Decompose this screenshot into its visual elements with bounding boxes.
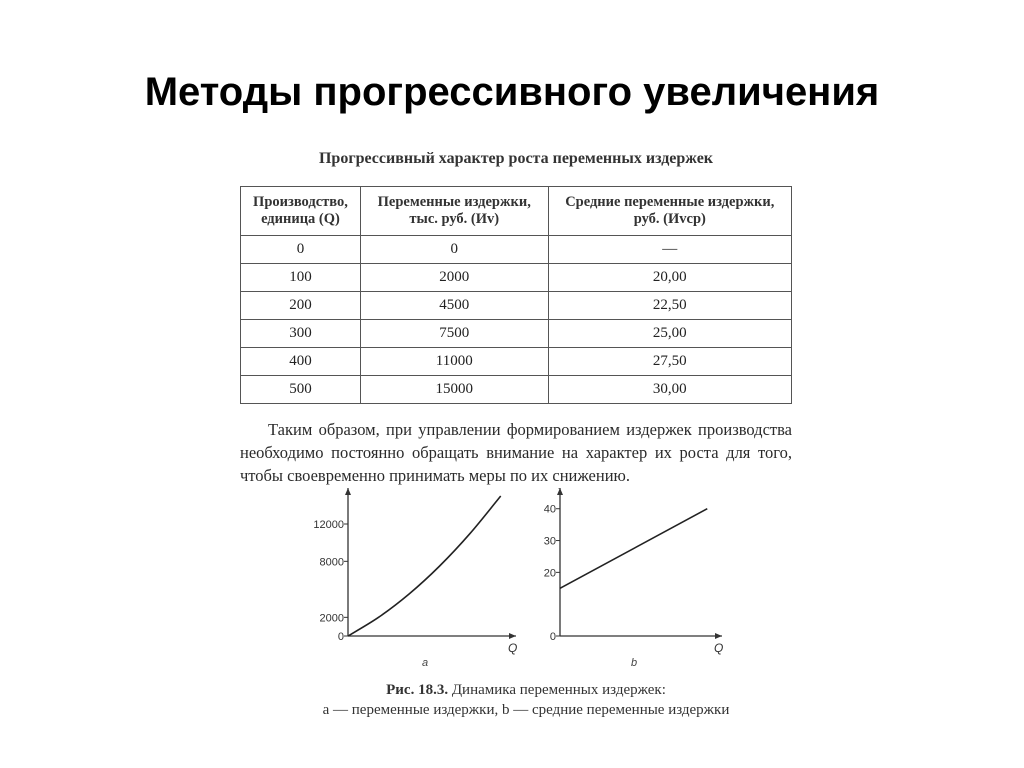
cell-ivsr: — (548, 236, 791, 264)
y-tick-label: 30 (543, 535, 556, 548)
y-axis-arrow (345, 488, 351, 495)
cell-iv: 11000 (360, 348, 548, 376)
table-header-row (241, 187, 792, 236)
header-production: Производство, единица (Q) (241, 187, 361, 236)
figure-caption-line2: а — переменные издержки, b — средние переменные издержки (322, 702, 730, 718)
cell-ivsr: 30,00 (548, 376, 791, 404)
header-average-variable-costs: Средние переменные издержки, руб. (Иvср) (548, 187, 791, 236)
cell-ivsr: 22,50 (548, 292, 791, 320)
cell-iv: 0 (360, 236, 548, 264)
y-axis-arrow (557, 488, 563, 495)
series-line (348, 496, 501, 636)
y-axis-label (326, 488, 342, 489)
panel-label: a (422, 657, 429, 669)
x-axis-arrow (715, 633, 722, 639)
figure-caption (250, 680, 802, 720)
series-line (560, 509, 707, 589)
cell-iv: 7500 (360, 320, 548, 348)
y-tick-label: 40 (543, 503, 556, 516)
panel-label: b (631, 657, 638, 669)
table-row (241, 292, 792, 320)
cell-q: 200 (241, 292, 361, 320)
y-tick-label: 0 (549, 631, 556, 643)
cell-iv: 2000 (360, 264, 548, 292)
table-row (241, 264, 792, 292)
figure-caption-label: Рис. 18.3. (386, 682, 449, 698)
y-tick-label: 2000 (319, 612, 344, 625)
cell-q: 500 (241, 376, 361, 404)
cell-q: 100 (241, 264, 361, 292)
cell-iv: 15000 (360, 376, 548, 404)
y-tick-label: 20 (543, 567, 556, 580)
y-tick-label: 8000 (319, 556, 344, 569)
x-axis-label: Q (714, 641, 724, 655)
cell-q: 0 (241, 236, 361, 264)
cell-ivsr: 25,00 (548, 320, 791, 348)
y-tick-label: 12000 (313, 519, 344, 531)
x-axis-arrow (509, 633, 516, 639)
cell-ivsr: 20,00 (548, 264, 791, 292)
table-row (241, 376, 792, 404)
table-row (241, 348, 792, 376)
cell-ivsr: 27,50 (548, 348, 791, 376)
cell-iv: 4500 (360, 292, 548, 320)
header-variable-costs: Переменные издержки, тыс. руб. (Иv) (360, 187, 548, 236)
table-caption: Прогрессивный характер роста переменных издержек (318, 150, 714, 167)
cell-q: 400 (241, 348, 361, 376)
body-paragraph: Таким образом, при управлении формированием издержек производства необходимо постоянно обращать внимание на характер их роста для того, чтобы своевременно принимать меры по их снижению. (240, 420, 792, 485)
table-row (241, 236, 792, 264)
y-tick-label: 0 (337, 631, 344, 643)
figure-caption-title: Динамика переменных издержек: (451, 682, 666, 698)
cell-q: 300 (241, 320, 361, 348)
table-row (241, 320, 792, 348)
cost-table (240, 186, 792, 404)
y-axis-label (538, 488, 566, 489)
figure-charts (290, 488, 750, 678)
x-axis-label: Q (508, 641, 518, 655)
slide-title: Методы прогрессивного увеличения (144, 70, 880, 114)
